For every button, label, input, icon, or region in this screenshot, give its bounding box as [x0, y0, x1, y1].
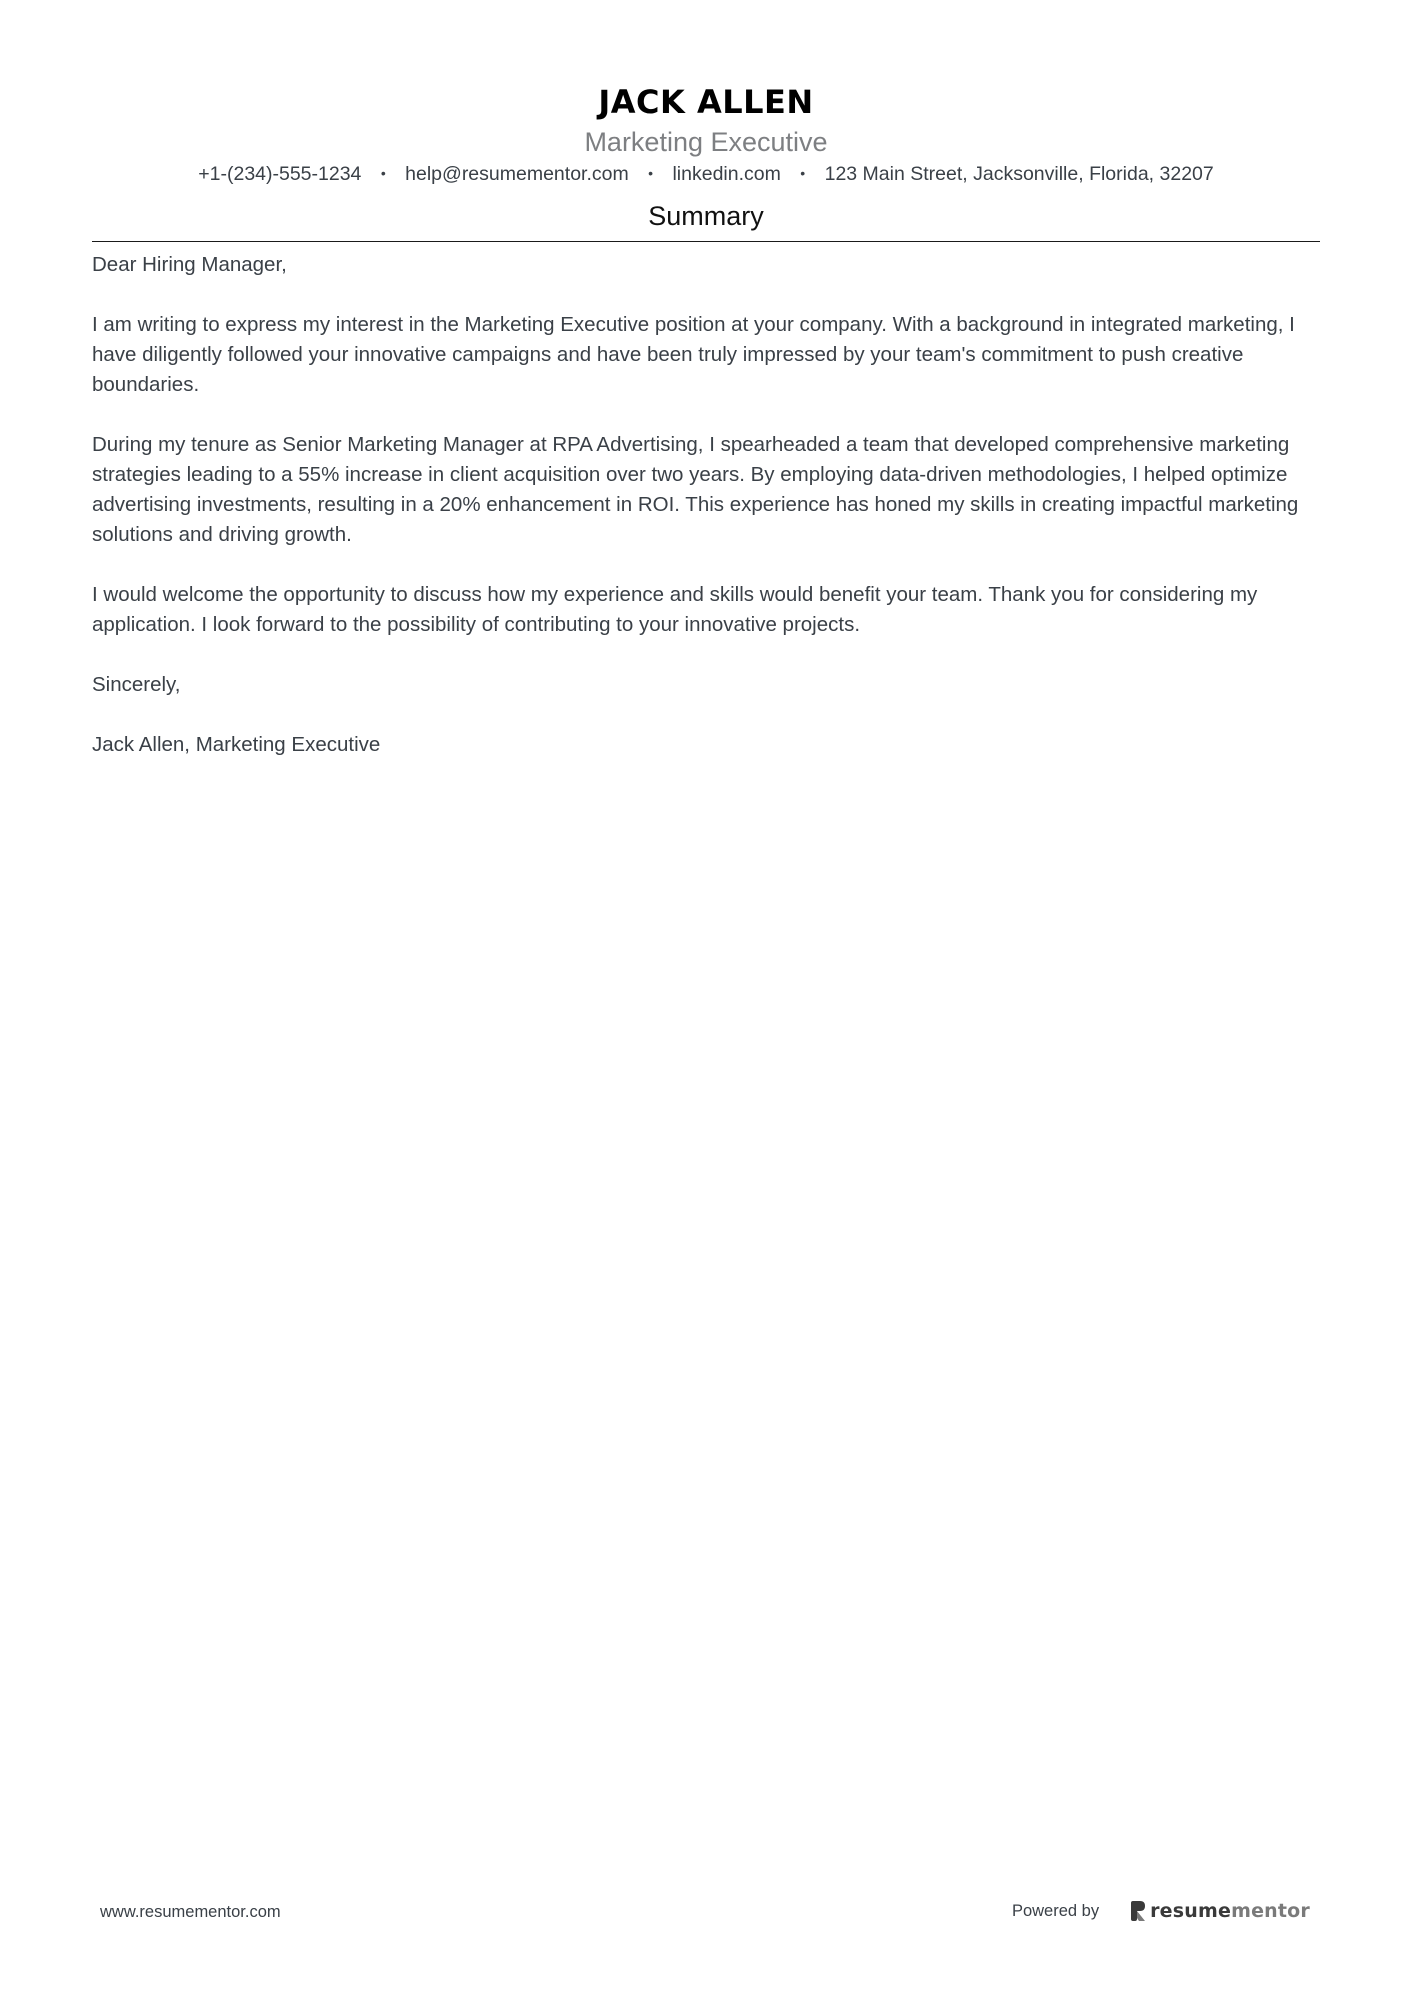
contact-address: 123 Main Street, Jacksonville, Florida, 32207 [824, 163, 1214, 185]
salutation: Dear Hiring Manager, [92, 253, 287, 276]
footer-branding [1012, 1896, 1310, 1926]
job-title: Marketing Executive [584, 127, 828, 157]
closing: Sincerely, [92, 673, 181, 696]
contact-separator: • [648, 165, 654, 181]
header [92, 78, 1320, 189]
section-title: Summary [648, 201, 764, 231]
contact-separator: • [800, 165, 806, 181]
resumementor-logo-icon [1129, 1900, 1146, 1922]
contact-separator: • [380, 165, 386, 181]
candidate-name: JACK ALLEN [598, 83, 814, 121]
cover-letter-body [92, 250, 1320, 790]
section-divider [92, 241, 1320, 242]
letter-paragraph: During my tenure as Senior Marketing Manager at RPA Advertising, I spearheaded a team that developed comprehensive marketing strategies leading to a 55% increase in client acquisition over two years. By employing data-driven methodologies, I helped optimize advertising investments, resulting in a 20% enhancement in ROI. This experience has honed my skills in creating impactful marketing solutions and driving growth. [92, 433, 1299, 546]
powered-by-label: Powered by [1011, 1901, 1100, 1920]
contact-phone: +1-(234)-555-1234 [198, 163, 362, 185]
signature: Jack Allen, Marketing Executive [92, 733, 381, 756]
contact-email[interactable]: help@resumementor.com [405, 163, 629, 185]
letter-paragraph: I am writing to express my interest in the Marketing Executive position at your company. With a background in integrated marketing, I have diligently followed your innovative campaigns and have been truly impressed by your team's commitment to push creative boundaries. [92, 313, 1295, 396]
letter-paragraph: I would welcome the opportunity to discuss how my experience and skills would benefit your team. Thank you for considering my application. I look forward to the possibility of contributing to your innovative projects. [92, 583, 1258, 636]
contact-linkedin[interactable]: linkedin.com [672, 163, 781, 185]
brand-wordmark-part1: resume [1150, 1900, 1232, 1922]
footer-website[interactable]: www.resumementor.com [100, 1903, 281, 1921]
contact-line [92, 160, 1320, 189]
brand-wordmark-part2: mentor [1231, 1900, 1310, 1922]
brand-wordmark[interactable] [1150, 1900, 1310, 1922]
